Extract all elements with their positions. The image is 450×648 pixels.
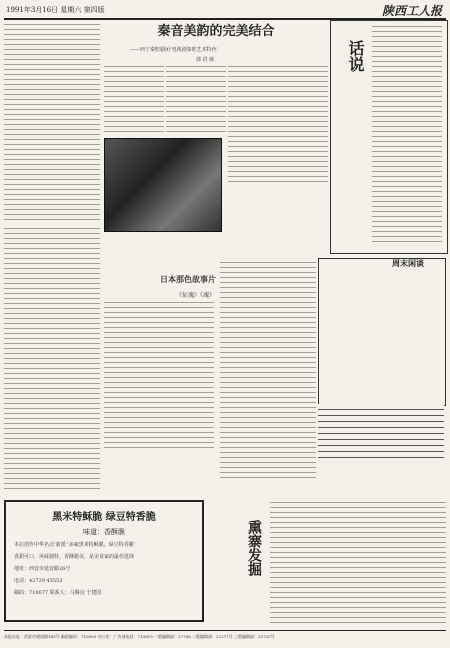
page-footer: 本报社址：西安市建国路149号 邮政编码：710003 办公室：广告部电话：710619 一版编辑部：27706 二版编辑部：22277号 三版编辑部：25725号 xyxy=(4,630,446,643)
main-subtitle: ——西宁秦腔剧团‘电视剧秦腔艺术特色’ xyxy=(130,47,219,53)
main-title: 秦音美韵的完美结合 xyxy=(157,24,275,39)
lower-right-text xyxy=(270,500,446,624)
main-text-col-2 xyxy=(166,64,226,134)
music-score xyxy=(318,404,444,458)
game-title: 周末闲谈 xyxy=(392,258,424,268)
ad-line-0: 本店创作中华名点‘浙派’‘多味黑米特稣脆，绿豆特香脆’ xyxy=(14,542,136,548)
ad-line-1: 香甜可口，风味独特，香酥脆美，是美食家的最佳选择 xyxy=(14,554,135,560)
middle-text xyxy=(220,260,316,480)
ad-line-4: 邮码：710077 联系人：马腾良 于建国 xyxy=(14,590,102,596)
vertical-feature-text xyxy=(372,24,442,244)
issue-date: 1991年3月16日 星期六 第四版 xyxy=(6,6,105,14)
ad-line-2: 地址：西安市延安路26号 xyxy=(14,566,71,572)
left-column-text-2 xyxy=(4,226,100,492)
left-column-text xyxy=(4,22,100,222)
ad-line-3: 电话：42729 43553 xyxy=(14,578,63,584)
vertical-title-2: 熏寨发掘 xyxy=(246,520,262,576)
advertisement xyxy=(4,500,204,622)
bullet-sub: 《征魂》《魂》 xyxy=(176,292,216,299)
main-text-col-3 xyxy=(228,64,328,184)
photo-press-operator xyxy=(104,138,222,232)
page-header xyxy=(4,2,446,20)
main-author: 郭 洪 韩 xyxy=(196,57,215,63)
vertical-feature-title: 话说 xyxy=(346,40,365,72)
ad-tagline: 味道：香酥脆 xyxy=(83,528,125,536)
main-text-col-1 xyxy=(104,64,164,134)
game-box xyxy=(318,258,446,406)
bullet-title: 日本那色故事片 xyxy=(160,274,216,284)
masthead: 陕西工人报 xyxy=(381,4,442,18)
bullet-text xyxy=(104,300,214,450)
ad-title: 黑米特稣脆 绿豆特香脆 xyxy=(52,512,156,523)
